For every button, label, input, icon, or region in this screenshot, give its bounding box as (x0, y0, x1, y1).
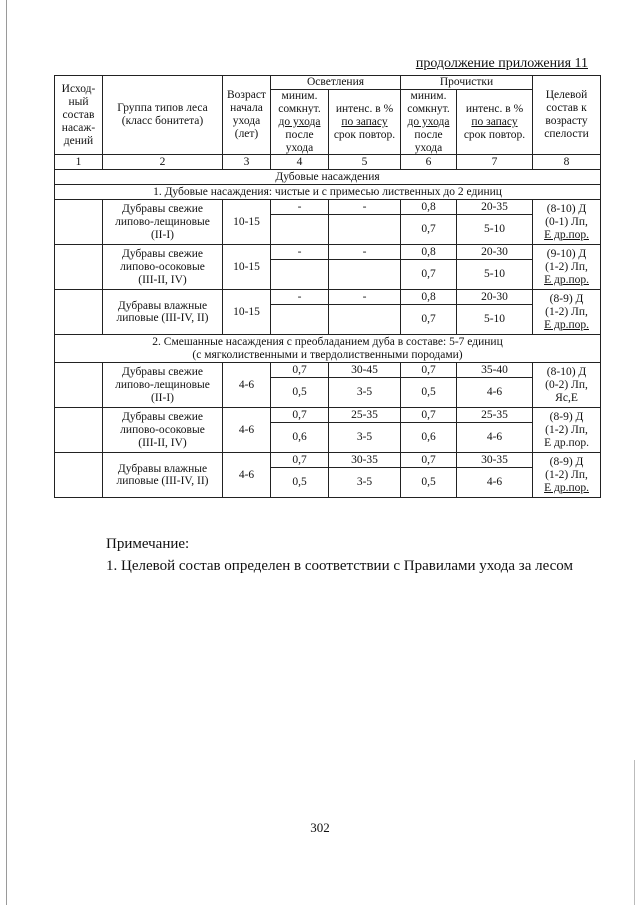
age-cell: 4-6 (223, 408, 271, 453)
part-1-title: 1. Дубовые насаждения: чистые и с примесью лиственных до 2 единиц (55, 185, 601, 200)
scan-edge-right (634, 760, 635, 905)
age-cell: 4-6 (223, 453, 271, 498)
age-cell: 10-15 (223, 290, 271, 335)
forest-type-cell: Дубравы свежие липово-осоковые (III-II, IV) (103, 408, 223, 453)
target-composition-cell: (8-9) Д (1-2) Лп, Е др.пор. (533, 290, 601, 335)
column-number-row: 1 2 3 4 5 6 7 8 (55, 155, 601, 170)
table-row: Дубравы свежие липово-лещиновые (II-I) 10-15 - - 0,8 20-35 (8-10) Д (0-1) Лп, Е др.пор. (55, 200, 601, 215)
age-cell: 4-6 (223, 363, 271, 408)
part-2-title: 2. Смешанные насаждения с преобладанием дуба в составе: 5-7 единиц (с мягколиственными и твердолиственными породами) (55, 335, 601, 363)
age-cell: 10-15 (223, 200, 271, 245)
forest-care-table: Исход- ный состав насаж- дений Группа типов леса (класс бонитета) Возраст начала ухода (лет) Осветления Прочистки Целевой состав к возрасту спелости миним. сомкнут. до ухода после ухода интенс. в % по запасу срок повтор. миним. сомкнут. до ухода после ухода интенс. в % по запасу срок повтор. 1 2 3 4 5 6 7 8 Дубовые насаждения 1. Дубовые насаждения: чистые и с примесью лиственных до 2 единиц Дубравы свежие липово-лещиновые (II-I) 10-15 - - 0,8 20-35 (8-10) Д (0-1) Лп, Е др.пор. 0,7 5-10 Дубравы свежие липово-осоковые (III-II, IV) 10-15 - - 0,8 20-30 (9-10) Д (1-2) Лп, Е др.пор. 0,7 5-10 Дубравы влажные липовые (III-IV, II) 10-15 - - 0,8 20-30 (8-9) Д (1-2) Лп, Е др.пор. 0,7 5-10 2. Смешанные насаждения с преобладанием дуба в составе: 5-7 единиц (с мягколиственными и твердолиственными породами) Дубравы свежие липово-лещиновые (II-I) 4-6 0,7 30-45 0,7 35-40 (8-10) Д (0-2) Лп, Яс,Е 0,5 3-5 0,5 4-6 Дубравы свежие липово-осоковые (III-II, IV) 4-6 0,7 25-35 0,7 25-35 (8-9) Д (1-2) Лп, Е др.пор. 0,6 3-5 0,6 4-6 Дубравы влажные липовые (III-IV, II) 4-6 0,7 30-35 0,7 30-35 (8-9) Д (1-2) Лп, Е др.пор. 0,5 3-5 0,5 4-6 (54, 75, 601, 498)
header-age: Возраст начала ухода (лет) (223, 76, 271, 155)
target-composition-cell: (8-9) Д (1-2) Лп, Е др.пор. (533, 453, 601, 498)
scan-edge (6, 0, 7, 905)
header-prochistki: Прочистки (401, 76, 533, 90)
target-composition-cell: (8-10) Д (0-2) Лп, Яс,Е (533, 363, 601, 408)
header-min-density-2: миним. сомкнут. до ухода после ухода (401, 90, 457, 155)
forest-type-cell: Дубравы свежие липово-лещиновые (II-I) (103, 363, 223, 408)
page-number: 302 (310, 820, 330, 835)
note-title: Примечание: (106, 536, 190, 552)
note-line: 1. Целевой состав определен в соответствии с Правилами ухода за лесом (106, 558, 574, 574)
forest-type-cell: Дубравы свежие липово-осоковые (III-II, IV) (103, 245, 223, 290)
table-row: Дубравы влажные липовые (III-IV, II) 10-15 - - 0,8 20-30 (8-9) Д (1-2) Лп, Е др.пор. (55, 290, 601, 305)
table-row: Дубравы влажные липовые (III-IV, II) 4-6 0,7 30-35 0,7 30-35 (8-9) Д (1-2) Лп, Е др.пор. (55, 453, 601, 468)
forest-type-cell: Дубравы влажные липовые (III-IV, II) (103, 290, 223, 335)
table-row: Дубравы свежие липово-осоковые (III-II, IV) 4-6 0,7 25-35 0,7 25-35 (8-9) Д (1-2) Лп, Е др.пор. (55, 408, 601, 423)
header-group: Группа типов леса (класс бонитета) (103, 76, 223, 155)
header-intensity-2: интенс. в % по запасу срок повтор. (457, 90, 533, 155)
section-title: Дубовые насаждения (55, 170, 601, 185)
table-row: Дубравы свежие липово-осоковые (III-II, IV) 10-15 - - 0,8 20-30 (9-10) Д (1-2) Лп, Е др.пор. (55, 245, 601, 260)
header-source: Исход- ный состав насаж- дений (55, 76, 103, 155)
header-intensity-1: интенс. в % по запасу срок повтор. (329, 90, 401, 155)
header-target: Целевой состав к возрасту спелости (533, 76, 601, 155)
continuation-title: продолжение приложения 11 (415, 56, 588, 71)
target-composition-cell: (8-9) Д (1-2) Лп, Е др.пор. (533, 408, 601, 453)
age-cell: 10-15 (223, 245, 271, 290)
forest-type-cell: Дубравы свежие липово-лещиновые (II-I) (103, 200, 223, 245)
header-min-density-1: миним. сомкнут. до ухода после ухода (271, 90, 329, 155)
target-composition-cell: (8-10) Д (0-1) Лп, Е др.пор. (533, 200, 601, 245)
target-composition-cell: (9-10) Д (1-2) Лп, Е др.пор. (533, 245, 601, 290)
table-row: Дубравы свежие липово-лещиновые (II-I) 4-6 0,7 30-45 0,7 35-40 (8-10) Д (0-2) Лп, Яс,Е (55, 363, 601, 378)
header-osvetleniya: Осветления (271, 76, 401, 90)
forest-type-cell: Дубравы влажные липовые (III-IV, II) (103, 453, 223, 498)
